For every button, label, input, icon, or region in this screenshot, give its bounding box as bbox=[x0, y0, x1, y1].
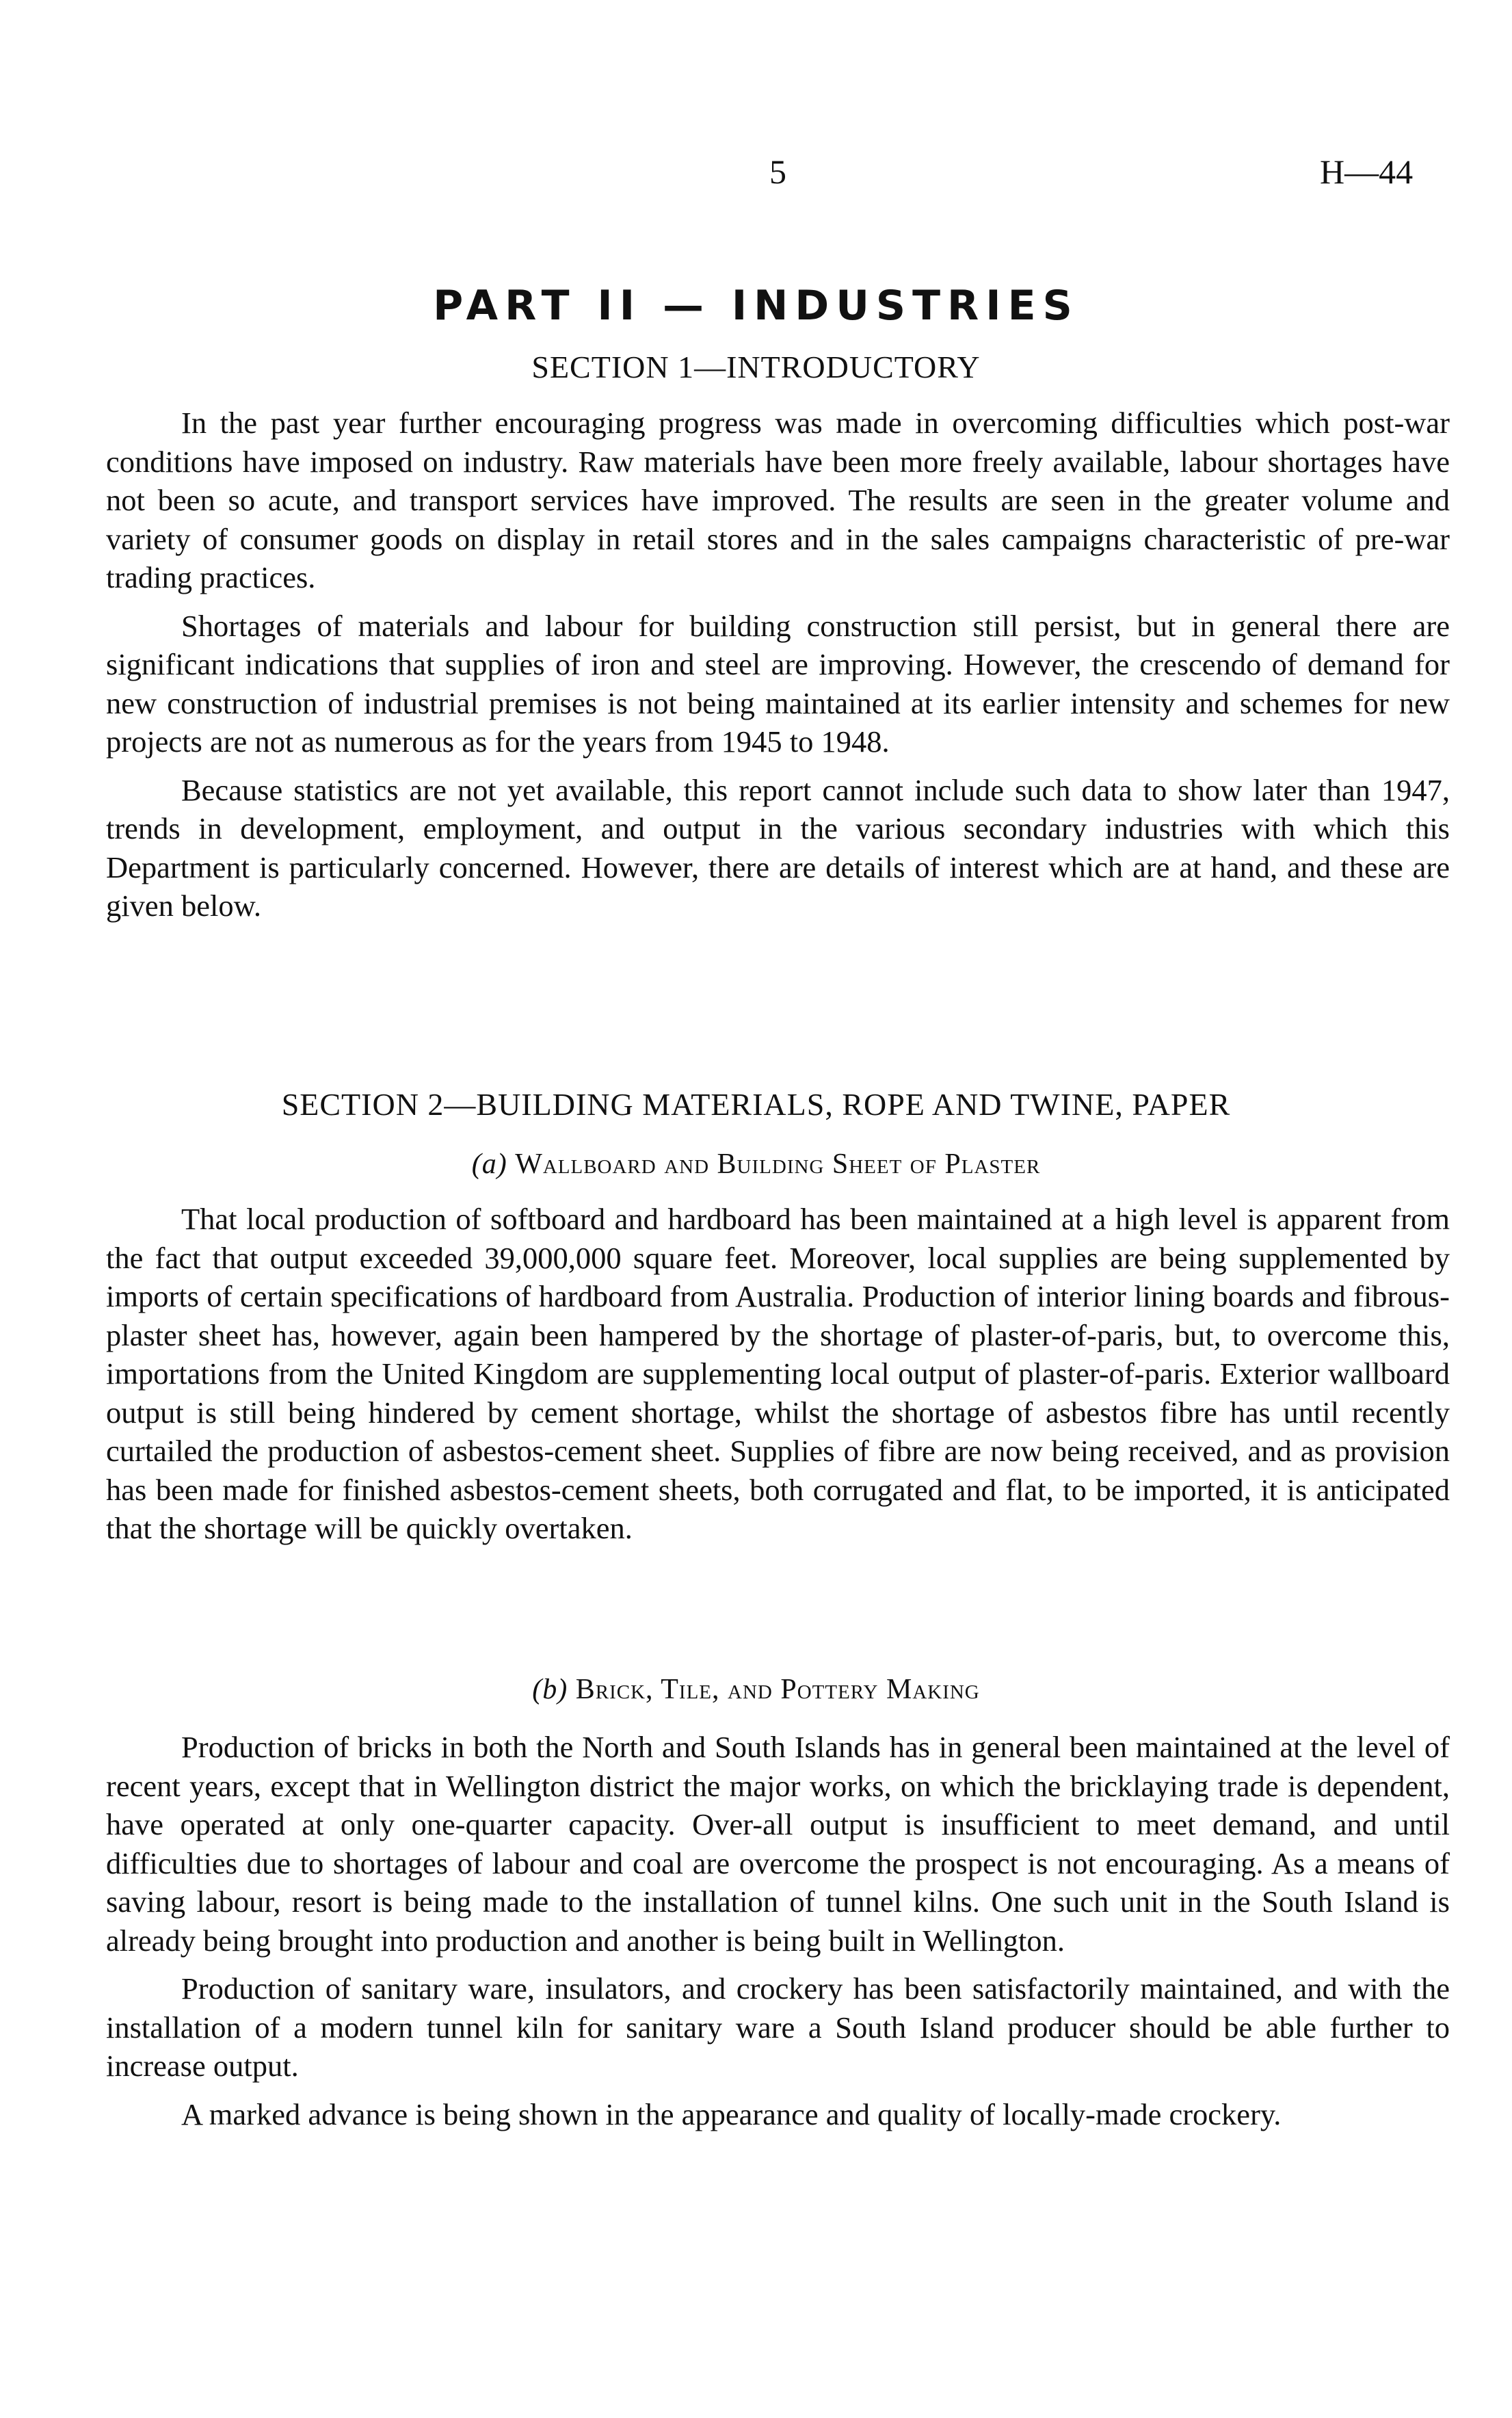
subsection-a-label: (a) bbox=[471, 1148, 507, 1180]
subsection-b-body bbox=[106, 1728, 1450, 2143]
subsection-b-title: Brick, Tile, and Pottery Making bbox=[575, 1674, 980, 1705]
section-1-title: SECTION 1—INTRODUCTORY bbox=[531, 350, 981, 384]
subsection-b-heading bbox=[0, 1673, 1512, 1706]
subsection-b-label: (b) bbox=[532, 1674, 568, 1705]
subsection-a-paragraph-1: That local production of softboard and hardboard has been maintained at a high level is apparent from the fact that output exceeded 39,000,000 square feet. Moreover, local supplies are being supplemented by imports of certain specifications of hardboard from Australia. Production of interior lining boards and fibrous-plaster sheet has, however, again been hampered by the shortage of plaster-of-paris, but, to overcome this, importations from the United Kingdom are supplementing local output of plaster-of-paris. Exterior wallboard output is still being hindered by cement shortage, whilst the shortage of asbestos fibre has until recently curtailed the production of asbestos-cement sheet. Supplies of fibre are now being received, and as provision has been made for finished asbestos-cement sheets, both corrugated and flat, to be imported, it is anticipated that the shortage will be quickly overtaken. bbox=[106, 1202, 1450, 1545]
page-header bbox=[0, 152, 1512, 200]
section-1-body bbox=[106, 404, 1450, 935]
subsection-a-body bbox=[106, 1200, 1450, 1558]
subsection-a-title: Wallboard and Building Sheet of Plaster bbox=[515, 1148, 1041, 1180]
subsection-b-paragraph-2: Production of sanitary ware, insulators, and crockery has been satisfactorily maintained, and with the installation of a modern tunnel kiln for sanitary ware a South Island producer should be able further to increase output. bbox=[106, 1971, 1450, 2083]
subsection-a-heading bbox=[0, 1148, 1512, 1181]
subsection-b-paragraph-3: A marked advance is being shown in the appearance and quality of locally-made crockery. bbox=[181, 2097, 1282, 2131]
document-code: H—44 bbox=[1320, 153, 1414, 191]
part-title: PART II — INDUSTRIES bbox=[433, 282, 1079, 330]
section-1-paragraph-2: Shortages of materials and labour for building construction still persist, but in general there are significant indications that supplies of iron and steel are improving. However, the crescendo of demand for new construction of industrial premises is not being maintained at its earlier intensity and schemes for new projects are not as numerous as for the years from 1945 to 1948. bbox=[106, 608, 1450, 759]
section-2-title: SECTION 2—BUILDING MATERIALS, ROPE AND TWINE, PAPER bbox=[281, 1087, 1231, 1122]
section-1-paragraph-1: In the past year further encouraging progress was made in overcoming difficulties which post-war conditions have imposed on industry. Raw materials have been more freely available, labour shortages have not been so acute, and transport services have improved. The results are seen in the greater volume and variety of consumer goods on display in retail stores and in the sales campaigns characteristic of pre-war trading practices. bbox=[106, 406, 1450, 594]
section-1-paragraph-3: Because statistics are not yet available, this report cannot include such data to show later than 1947, trends in development, employment, and output in the various secondary industries with which this Department is particularly concerned. However, there are details of interest which are at hand, and these are given below. bbox=[106, 772, 1450, 923]
page-number: 5 bbox=[769, 153, 786, 191]
subsection-b-paragraph-1: Production of bricks in both the North and South Islands has in general been maintained at the level of recent years, except that in Wellington district the major works, on which the bricklaying trade is dependent, have operated at only one-quarter capacity. Over-all output is insufficient to meet demand, and until difficulties due to shortages of labour and coal are overcome the prospect is not encouraging. As a means of saving labour, resort is being made to the installation of tunnel kilns. One such unit in the South Island is already being brought into production and another is being built in Wellington. bbox=[106, 1730, 1450, 1958]
